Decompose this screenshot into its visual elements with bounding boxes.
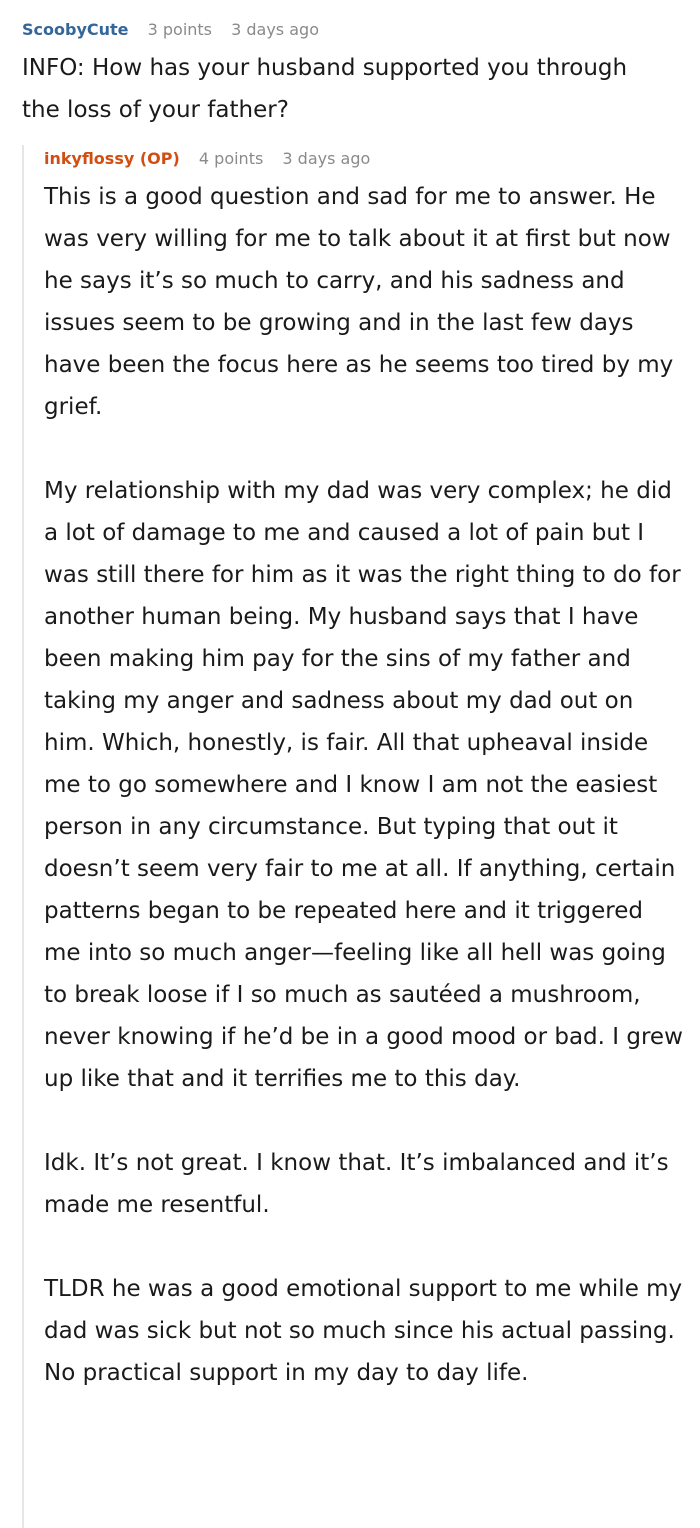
paragraph: This is a good question and sad for me to answer. He was very willing for me to talk about it at first but now he says it’s so much to carry, and his sadness and issues seem to be growing and in the last few days have been the focus here as he seems too tired by my grief. xyxy=(44,184,674,420)
thread-line[interactable] xyxy=(22,145,24,1528)
timestamp: 3 days ago xyxy=(231,20,319,39)
comment-meta xyxy=(44,147,694,171)
timestamp: 3 days ago xyxy=(282,149,371,168)
points-count: 4 points xyxy=(198,149,264,168)
paragraph: TLDR he was a good emotional support to me while my dad was sick but not so much since his actual passing. No practical support in my day to day life. xyxy=(44,1276,683,1386)
paragraph: Idk. It’s not great. I know that. It’s imbalanced and it’s made me resentful. xyxy=(44,1150,669,1218)
top-comment xyxy=(22,18,692,131)
author-link[interactable]: inkyflossy (OP) xyxy=(44,149,180,168)
paragraph: My relationship with my dad was very complex; he did a lot of damage to me and caused a lot of pain but I was still there for him as it was the right thing to do for another human being. My husband says that I have been making him pay for the sins of my father and taking my anger and sadness about my dad out on him. Which, honestly, is fair. All that upheaval inside me to go somewhere and I know I am not the easiest person in any circumstance. But typing that out it doesn’t seem very fair to me at all. If anything, certain patterns began to be repeated here and it triggered me into so much anger—feeling like all hell was going to break loose if I so much as sautéed a mushroom, never knowing if he’d be in a good mood or bad. I grew up like that and it terrifies me to this day. xyxy=(44,478,683,1092)
comment-meta xyxy=(22,18,692,42)
comment-body xyxy=(44,176,684,1394)
author-link[interactable]: ScoobyCute xyxy=(22,20,129,39)
points-count: 3 points xyxy=(147,20,213,39)
reply-comment xyxy=(44,147,694,1394)
comment-body: INFO: How has your husband supported you through the loss of your father? xyxy=(22,55,628,123)
